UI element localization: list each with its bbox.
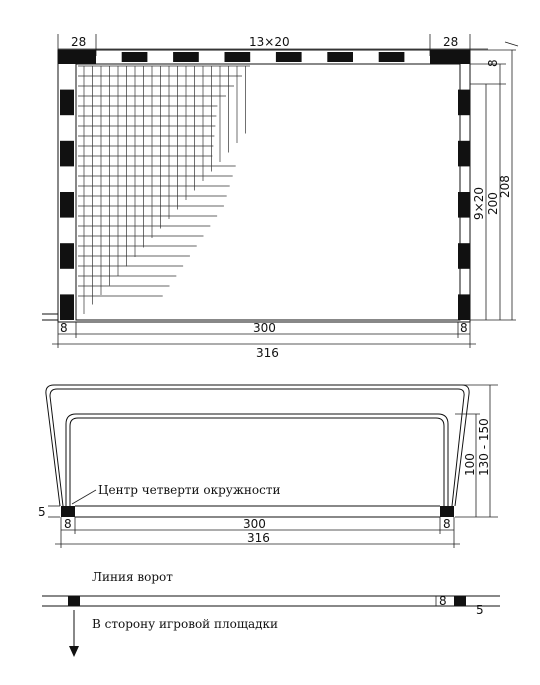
plan-post-width-label: 8 <box>439 594 447 608</box>
inner-width-label: 300 <box>253 321 276 335</box>
crossbar-corner-left <box>58 50 96 64</box>
height-range-label: 130 - 150 <box>477 418 491 476</box>
crossbar-stripe <box>327 52 353 62</box>
left-post-stripes <box>60 90 74 320</box>
post-width-right-label: 8 <box>486 59 500 67</box>
plan-left-post <box>68 596 80 606</box>
inner-height-label: 200 <box>486 192 500 215</box>
crossbar-stripe <box>379 52 405 62</box>
height-100-label: 100 <box>463 453 477 476</box>
top-left-post-label: 28 <box>71 35 87 49</box>
left-post-stripe <box>60 243 74 269</box>
right-segments-label: 9×20 <box>472 187 486 220</box>
crossbar-stripe <box>173 52 199 62</box>
center-quarter-circle-label: Центр четверти окружности <box>98 483 281 497</box>
bottom-left-post-label: 8 <box>60 321 68 335</box>
side-total-width-label: 316 <box>247 531 270 545</box>
base-height-label: 5 <box>38 505 46 519</box>
direction-arrow-icon <box>69 646 79 657</box>
plan-line-width-label: 5 <box>476 603 484 617</box>
crossbar-segments-label: 13×20 <box>249 35 290 49</box>
goal-line-label: Линия ворот <box>92 570 173 584</box>
top-right-post-label: 28 <box>443 35 459 49</box>
right-post-stripe <box>458 90 470 116</box>
right-post-base <box>458 308 470 320</box>
side-right-post-label: 8 <box>443 517 451 531</box>
crossbar-corner-right <box>430 50 470 64</box>
side-inner-width-label: 300 <box>243 517 266 531</box>
left-post-stripe <box>60 141 74 167</box>
right-post-stripe <box>458 243 470 269</box>
dim-line <box>505 42 518 46</box>
crossbar-stripe <box>122 52 148 62</box>
total-width-label: 316 <box>256 346 279 360</box>
direction-label: В сторону игровой площадки <box>92 617 279 631</box>
crossbar-stripe <box>225 52 251 62</box>
crossbar-stripe <box>276 52 302 62</box>
right-post-stripe <box>458 141 470 167</box>
total-height-label: 208 <box>498 175 512 198</box>
side-view <box>38 385 498 548</box>
side-left-post-label: 8 <box>64 517 72 531</box>
left-base-post <box>61 506 75 517</box>
goal-frame-inner <box>76 64 460 320</box>
right-base-post <box>440 506 454 517</box>
left-post-base <box>60 308 74 320</box>
left-post-stripe <box>60 90 74 116</box>
bottom-right-post-label: 8 <box>460 321 468 335</box>
plan-view <box>42 570 500 657</box>
center-label-leader <box>72 490 96 504</box>
right-post-stripe <box>458 192 470 218</box>
goal-net <box>78 66 250 314</box>
left-post-stripe <box>60 192 74 218</box>
crossbar-stripes <box>58 50 470 64</box>
plan-right-post <box>454 596 466 606</box>
front-view <box>42 34 518 360</box>
